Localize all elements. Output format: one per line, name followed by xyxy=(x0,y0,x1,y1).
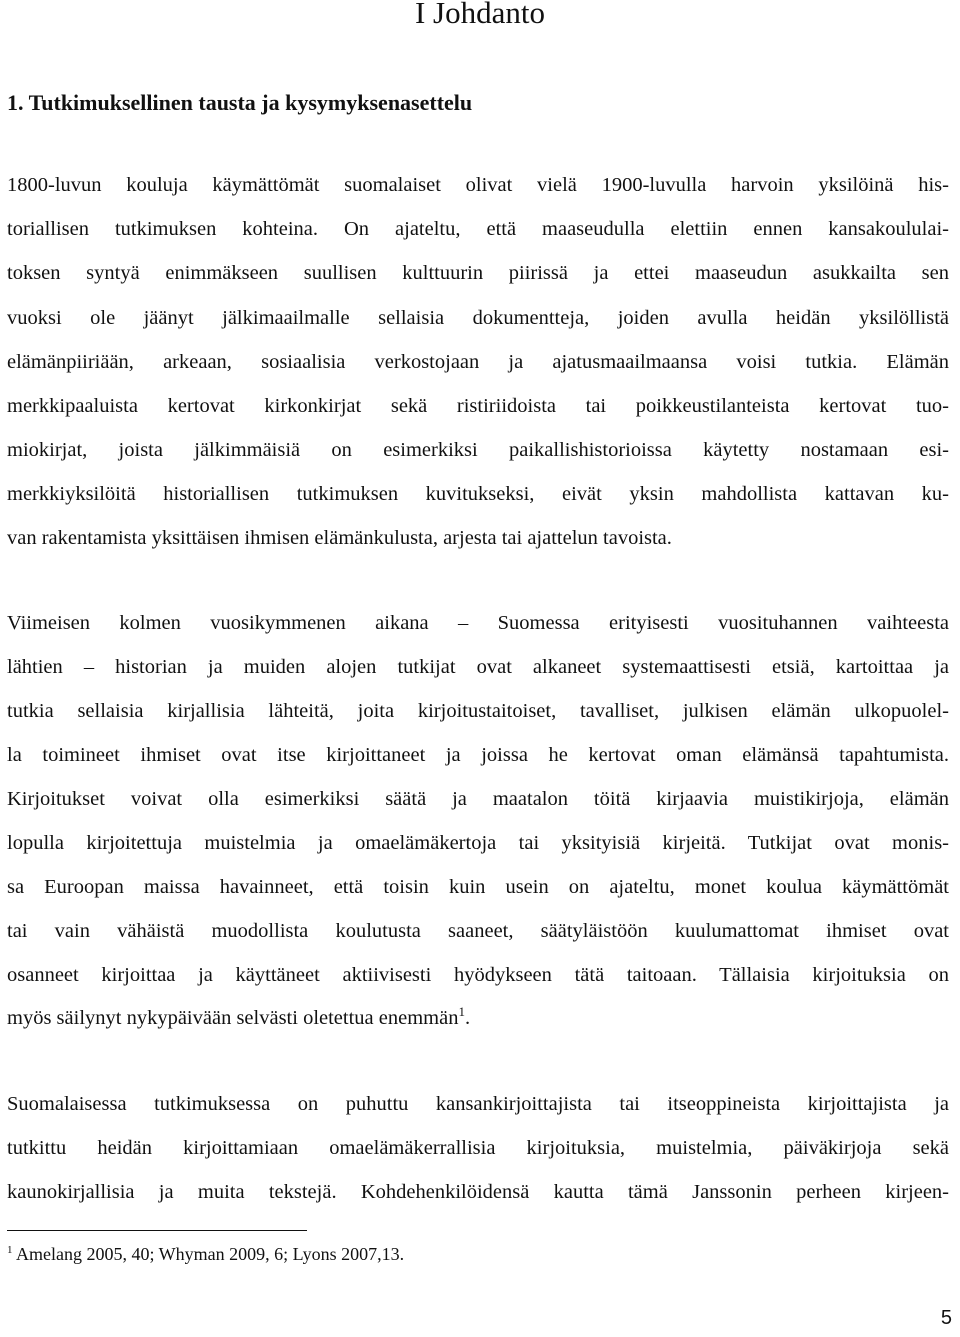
page-number: 5 xyxy=(940,1307,952,1329)
text-line: toksen syntyä enimmäkseen suullisen kulttuurin piirissä ja ettei maaseudun asukkailta sen xyxy=(7,262,949,284)
text-line: tutkia sellaisia kirjallisia lähteitä, joita kirjoitustaitoiset, tavalliset, julkisen elämän ulkopuolel- xyxy=(7,700,949,722)
text-line: toriallisen tutkimuksen kohteina. On ajateltu, että maaseudulla elettiin ennen kansakoululai- xyxy=(7,218,949,240)
text-line: Viimeisen kolmen vuosikymmenen aikana – Suomessa erityisesti vuosituhannen vaihteesta xyxy=(7,612,949,634)
text-line: lähtien – historian ja muiden alojen tutkijat ovat alkaneet systemaattisesti etsiä, kartoittaa ja xyxy=(7,656,949,678)
chapter-title: I Johdanto xyxy=(414,0,545,30)
footnote-text: Amelang 2005, 40; Whyman 2009, 6; Lyons 2007,13. xyxy=(12,1244,405,1264)
text-line: vuoksi ole jäänyt jälkimaailmalle sellaisia dokumentteja, joiden avulla heidän yksilöllistä xyxy=(7,307,949,329)
text-line: tai vain vähäistä muodollista koulutusta saaneet, säätyläistöön kuulumattomat ihmiset ovat xyxy=(7,920,949,942)
footnote xyxy=(7,1243,404,1265)
sentence-end: . xyxy=(464,1007,471,1029)
text-line: merkkiyksilöitä historiallisen tutkimuksen kuvitukseksi, eivät yksin mahdollista kattavan ku- xyxy=(7,483,949,505)
section-heading: 1. Tutkimuksellinen tausta ja kysymyksenasettelu xyxy=(7,90,473,115)
footnote-divider xyxy=(7,1230,307,1231)
text-line: Suomalaisessa tutkimuksessa on puhuttu kansankirjoittajista tai itseoppineista kirjoittajista ja xyxy=(7,1093,949,1115)
text-line: 1800-luvun kouluja käymättömät suomalaiset olivat vielä 1900-luvulla harvoin yksilöinä his- xyxy=(7,174,949,196)
text-line: tutkittu heidän kirjoittamiaan omaelämäkerrallisia kirjoituksia, muistelmia, päiväkirjoja sekä xyxy=(7,1137,949,1159)
text-line: Kirjoitukset voivat olla esimerkiksi säätä ja maatalon töitä kirjaavia muistikirjoja, elämän xyxy=(7,788,949,810)
text-line-with-footnote xyxy=(7,1005,470,1031)
text-line: van rakentamista yksittäisen ihmisen elämänkulusta, arjesta tai ajattelun tavoista. xyxy=(7,527,672,549)
text-line: miokirjat, joista jälkimmäisiä on esimerkiksi paikallishistorioissa käytetty nostamaan esi- xyxy=(7,439,949,461)
text-line-content: myös säilynyt nykypäivään selvästi oletettua enemmän xyxy=(7,1007,459,1029)
footnote-reference[interactable]: 1 xyxy=(458,1004,465,1019)
text-line: sa Euroopan maissa havainneet, että toisin kuin usein on ajateltu, monet koulua käymättömät xyxy=(7,876,949,898)
text-line: la toimineet ihmiset ovat itse kirjoittaneet ja joissa he kertovat oman elämänsä tapahtumista. xyxy=(7,744,949,766)
text-line: elämänpiiriään, arkeaan, sosiaalisia verkostojaan ja ajatusmaailmaansa voisi tutkia. Elämän xyxy=(7,351,949,373)
text-line: kaunokirjallisia ja muita tekstejä. Kohdehenkilöidensä kautta tämä Janssonin perheen kirjeen- xyxy=(7,1181,949,1203)
text-line: lopulla kirjoitettuja muistelmia ja omaelämäkertoja tai yksityisiä kirjeitä. Tutkijat ovat monis- xyxy=(7,832,949,854)
text-line: merkkipaaluista kertovat kirkonkirjat sekä ristiriidoista tai poikkeustilanteista kertovat tuo- xyxy=(7,395,949,417)
footnote-number: 1 xyxy=(7,1244,13,1256)
text-line: osanneet kirjoittaa ja käyttäneet aktiivisesti hyödykseen tätä taitoaan. Tällaisia kirjoituksia on xyxy=(7,964,949,986)
